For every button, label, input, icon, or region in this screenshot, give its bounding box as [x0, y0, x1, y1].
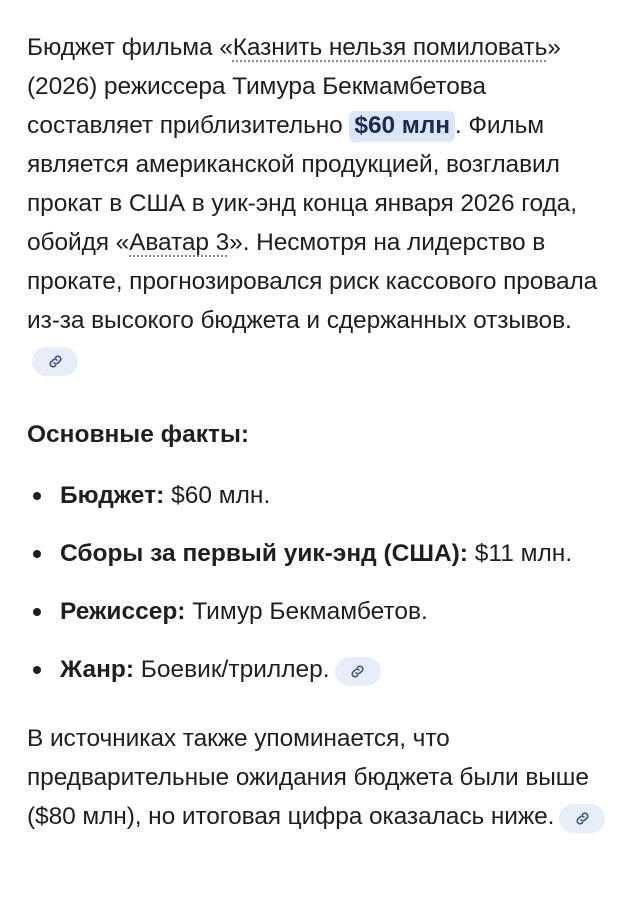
fact-label: Режиссер: — [60, 598, 186, 625]
bullet-dot — [33, 492, 41, 500]
fact-value: Тимур Бекмамбетов. — [185, 598, 428, 625]
fact-genre — [27, 650, 611, 689]
intro-text-3: . Фильм является американской продукцией, возглавил прокат в США в уик-энд конца января 2026 года, обойдя « — [27, 112, 577, 256]
citation-chip-1[interactable] — [32, 347, 78, 376]
fact-budget — [27, 476, 611, 515]
fact-value: $60 млн. — [164, 482, 271, 509]
fact-opening-weekend — [27, 534, 611, 573]
bullet-dot — [33, 550, 41, 558]
intro-text-1: Бюджет фильма « — [27, 34, 233, 61]
intro-text-2: » (2026) режиссера Тимура Бекмамбетова составляет приблизительно — [27, 34, 561, 139]
fact-value: Боевик/триллер. — [134, 656, 330, 683]
fact-label: Сборы за первый уик-энд (США): — [60, 540, 468, 567]
budget-highlight: $60 млн — [349, 111, 454, 142]
fact-label: Жанр: — [60, 656, 134, 683]
fact-director — [27, 592, 611, 631]
facts-heading: Основные факты: — [27, 421, 250, 448]
facts-list — [27, 476, 611, 689]
intro-text-4: ». Несмотря на лидерство в прокате, прогнозировался риск кассового провала из-за высокого бюджета и сдержанных отзывов. — [27, 229, 598, 334]
bullet-dot — [33, 608, 41, 616]
fact-label: Бюджет: — [60, 482, 165, 509]
avatar-3-link[interactable]: Аватар 3 — [129, 229, 230, 256]
link-icon — [47, 353, 64, 370]
link-icon — [349, 663, 366, 680]
intro-paragraph — [27, 28, 611, 379]
link-icon — [574, 810, 591, 827]
bullet-dot — [33, 666, 41, 674]
citation-chip-3[interactable] — [559, 804, 605, 833]
outro-paragraph — [27, 719, 611, 836]
citation-chip-2[interactable] — [335, 657, 381, 686]
fact-value: $11 млн. — [467, 540, 573, 567]
film-title-link[interactable]: Казнить нельзя помиловать — [232, 34, 548, 61]
outro-text: В источниках также упоминается, что предварительные ожидания бюджета были выше ($80 млн), но итоговая цифра оказалась ниже. — [27, 725, 589, 830]
